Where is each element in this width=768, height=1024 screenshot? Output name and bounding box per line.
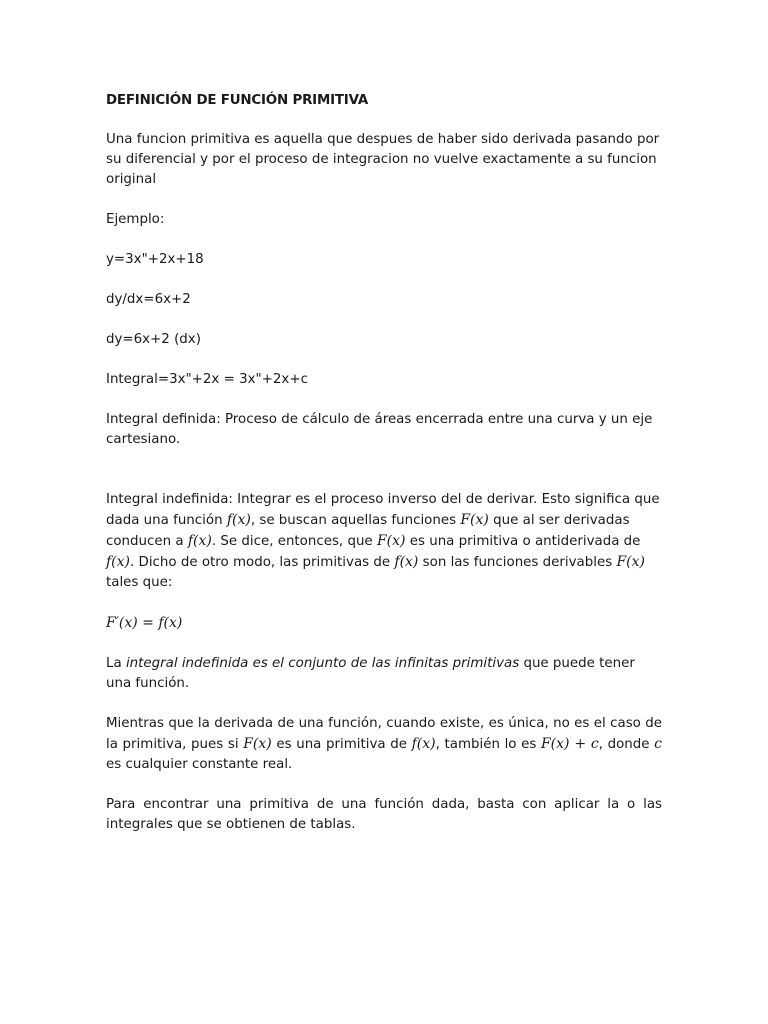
- derivative-formula: [106, 613, 662, 634]
- final-paragraph: Para encontrar una primitiva de una función dada, basta con aplicar la o las integrales que se obtienen de tablas.: [106, 797, 662, 832]
- text: son las funciones derivables: [418, 555, 617, 570]
- text: , también lo es: [435, 737, 541, 752]
- equation-2: dy/dx=6x+2: [106, 292, 191, 307]
- text: es cualquier constante real.: [106, 757, 293, 772]
- text: tales que:: [106, 575, 173, 590]
- integral-indefinida-paragraph: [106, 490, 662, 593]
- text: es una primitiva de: [271, 737, 412, 752]
- text: . Dicho de otro modo, las primitivas de: [130, 555, 395, 570]
- math-F-x: F(x): [243, 736, 272, 752]
- math-f-x: f(x): [226, 512, 251, 528]
- math-c: c: [654, 736, 662, 752]
- formula: F′(x) = f(x): [106, 615, 183, 631]
- math-F-x-plus-c: F(x) + c: [540, 736, 599, 752]
- math-F-x: F(x): [460, 512, 489, 528]
- integral-definida-paragraph: Integral definida: Proceso de cálculo de áreas encerrada entre una curva y un eje cartesiano.: [106, 412, 653, 447]
- conjunto-paragraph: [106, 654, 662, 694]
- document-body: [106, 93, 662, 855]
- math-F-x: F(x): [376, 533, 406, 549]
- intro-paragraph: Una funcion primitiva es aquella que despues de haber sido derivada pasando por su diferencial y por el proceso de integracion no vuelve exactamente a su funcion original: [106, 132, 660, 187]
- page-title: DEFINICIÓN DE FUNCIÓN PRIMITIVA: [106, 93, 369, 108]
- text: Integral indefinida: Integrar es el proceso inverso del de derivar. Esto significa que dada una función: [106, 492, 660, 528]
- derivada-paragraph: [106, 714, 662, 775]
- emphasis-text: integral indefinida es el conjunto de las infinitas primitivas: [125, 656, 520, 671]
- text: , se buscan aquellas funciones: [250, 513, 461, 528]
- math-f-x: f(x): [187, 533, 212, 549]
- text: , donde: [598, 737, 655, 752]
- text: . Se dice, entonces, que: [211, 534, 377, 549]
- equation-4: Integral=3x"+2x = 3x"+2x+c: [106, 372, 308, 387]
- text: es una primitiva o antiderivada de: [405, 534, 641, 549]
- math-f-x: f(x): [411, 736, 436, 752]
- math-F-x: F(x): [616, 554, 645, 570]
- example-label: Ejemplo:: [106, 212, 165, 227]
- equation-3: dy=6x+2 (dx): [106, 332, 201, 347]
- math-f-x: f(x): [394, 554, 419, 570]
- text: Mientras que la derivada de una función, cuando existe, es única, no es el caso de la primitiva, pues si: [106, 716, 662, 752]
- text: La: [106, 656, 126, 671]
- text: que puede tener una función.: [106, 656, 635, 691]
- math-f-x: f(x): [106, 554, 131, 570]
- text: que al ser derivadas conducen a: [106, 513, 630, 549]
- equation-1: y=3x"+2x+18: [106, 252, 204, 267]
